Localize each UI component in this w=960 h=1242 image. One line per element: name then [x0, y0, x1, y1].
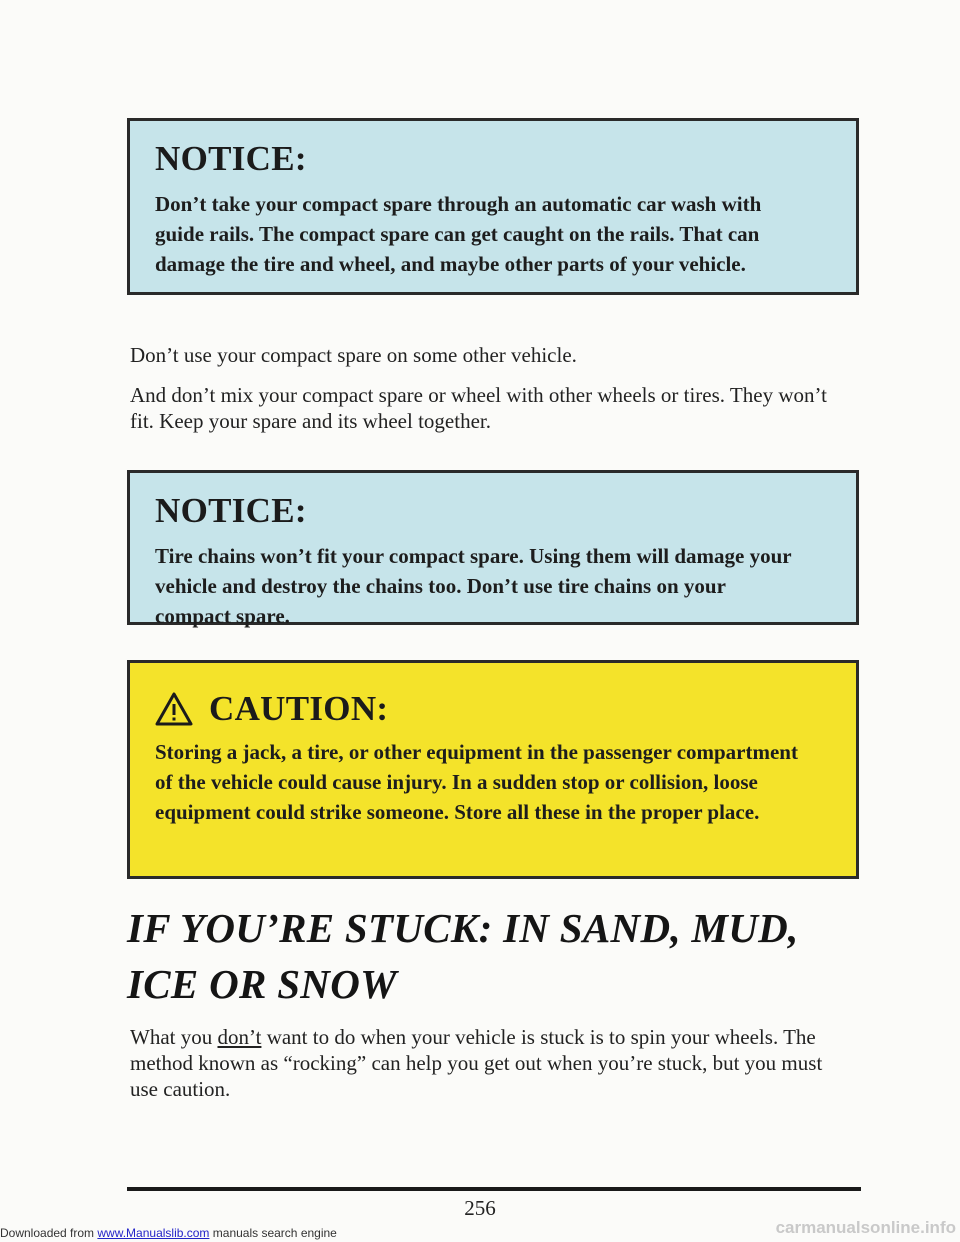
- paragraph-rocking-rest: want to do when your vehicle is stuck is to spin your wheels. The method known as “rocking” can help you get out when you’re stuck, but you must use caution.: [130, 1025, 823, 1101]
- paragraph-other-vehicle: Don’t use your compact spare on some other vehicle.: [130, 343, 577, 367]
- watermark: carmanualsonline.info: [775, 1218, 956, 1237]
- notice-body: Don’t take your compact spare through an automatic car wash with guide rails. The compact spare can get caught on the rails. That can damage the tire and wheel, and maybe other parts of your vehicle.: [155, 192, 762, 276]
- notice-box-tire-chains: [127, 470, 859, 628]
- footer-rule: [127, 1187, 861, 1191]
- download-footer: [0, 1226, 337, 1240]
- underlined-word: don’t: [217, 1025, 262, 1049]
- page-number: 256: [464, 1196, 496, 1220]
- footer-suffix: manuals search engine: [209, 1226, 337, 1240]
- warning-triangle-icon: [155, 692, 193, 726]
- manualslib-link[interactable]: www.Manualslib.com: [97, 1226, 210, 1240]
- notice-title: NOTICE:: [155, 491, 307, 530]
- paragraph-mix-wheels: And don’t mix your compact spare or wheel with other wheels or tires. They won’t fit. Keep your spare and its wheel together.: [130, 383, 827, 433]
- caution-title-row: [155, 689, 834, 729]
- caution-title: CAUTION:: [209, 689, 389, 728]
- caution-box: [127, 660, 859, 879]
- paragraph-rocking-start: What you: [130, 1025, 218, 1049]
- paragraph-rocking: [130, 1024, 830, 1102]
- notice-box-car-wash: [127, 118, 859, 295]
- notice-title: NOTICE:: [155, 139, 307, 178]
- footer-prefix: Downloaded from: [0, 1226, 98, 1240]
- caution-body: Storing a jack, a tire, or other equipment in the passenger compartment of the vehicle could cause injury. In a sudden stop or collision, loose equipment could strike someone. Store all these in the proper place.: [155, 740, 798, 824]
- section-heading: IF YOU’RE STUCK: IN SAND, MUD, ICE OR SNOW: [127, 905, 799, 1007]
- notice-body: Tire chains won’t fit your compact spare. Using them will damage your vehicle and destroy the chains too. Don’t use tire chains on your compact spare.: [155, 544, 792, 628]
